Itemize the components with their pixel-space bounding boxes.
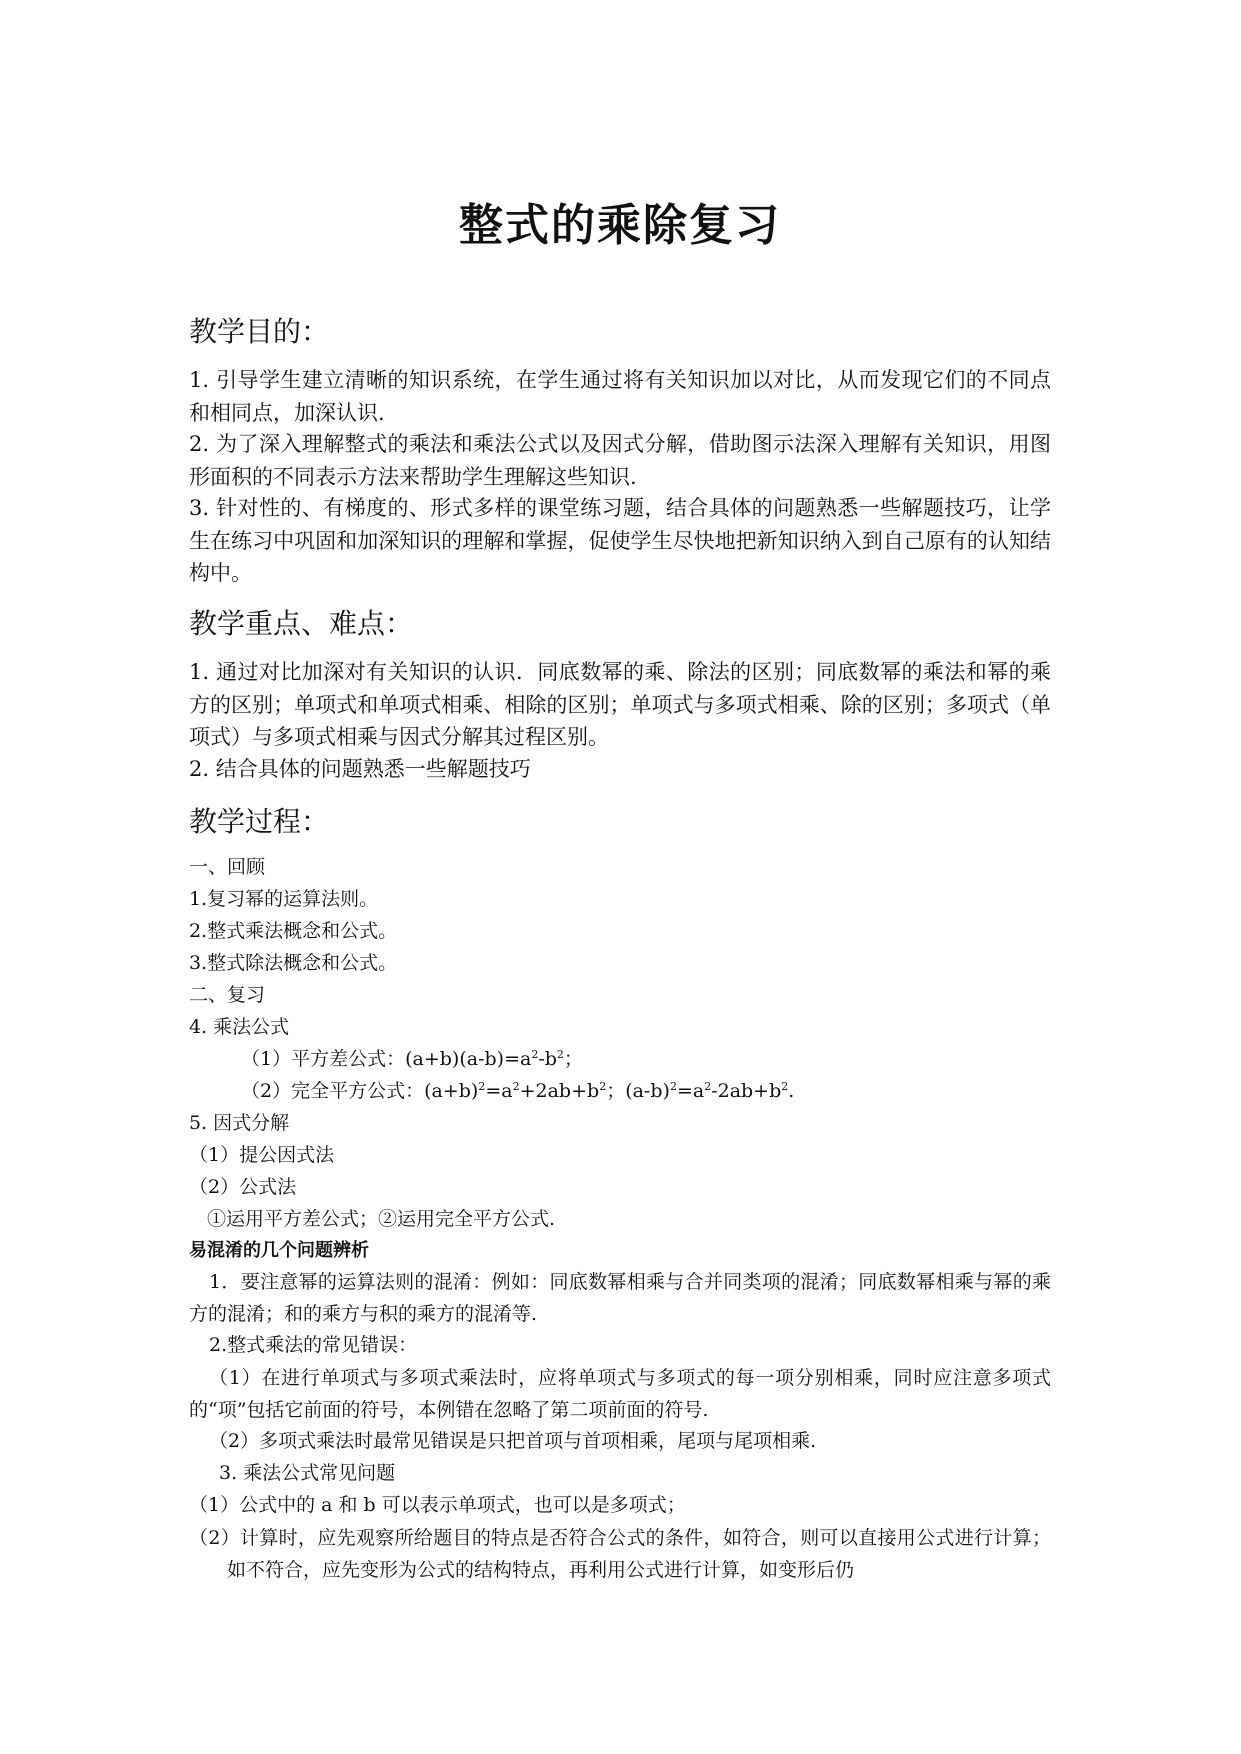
process-line-2: 2.整式乘法概念和公式。 (189, 920, 398, 942)
formula1-label: （1）平方差公式： (241, 1048, 406, 1070)
objective-item-2: 2. 为了深入理解整式的乘法和乘法公式以及因式分解，借助图示法深入理解有关知识，用图形面积的不同表示方法来帮助学生理解这些知识. (189, 432, 1051, 489)
formula1-exp-2: 2 (556, 1048, 564, 1061)
formula-difference-of-squares (241, 1044, 583, 1074)
confusion-paragraph-6: （1）公式中的 a 和 b 可以表示单项式，也可以是多项式； (189, 1494, 686, 1516)
formula2-part-a: (a+b) (424, 1080, 479, 1102)
objective-item-3: 3. 针对性的、有梯度的、形式多样的课堂练习题，结合具体的问题熟悉一些解题技巧，让学生在练习中巩固和加深知识的理解和掌握，促使学生尽快地把新知识纳入到自己原有的认知结构中。 (189, 496, 1051, 585)
formula2-part-b: =a (485, 1080, 513, 1102)
formula2-part-d: ；(a-b) (606, 1080, 670, 1102)
confusion-paragraph-3: （1）在进行单项式与多项式乘法时，应将单项式与多项式的每一项分别相乘，同时应注意多项式的“项”包括它前面的符号，本例错在忽略了第二项前面的符号. (189, 1367, 1051, 1421)
confusion-paragraph-2: 2.整式乘法的常见错误： (209, 1334, 418, 1356)
factor-method-2: （2）公式法 (189, 1176, 297, 1198)
key-point-item-1: 1. 通过对比加深对有关知识的认识．同底数幂的乘、除法的区别；同底数幂的乘法和幂的乘方的区别；单项式和单项式相乘、相除的区别；单项式与多项式相乘、除的区别；多项式（单项式）与多项式相乘与因式分解其过程区别。 (189, 660, 1051, 749)
key-points-heading: 教学重点、难点： (189, 607, 414, 640)
formula2-part-g: . (788, 1080, 795, 1102)
confusion-paragraph-4: （2）多项式乘法时最常见错误是只把首项与首项相乘，尾项与尾项相乘. (209, 1430, 817, 1452)
formula2-part-e: =a (676, 1080, 705, 1102)
confusion-paragraph-7: （2）计算时，应先观察所给题目的特点是否符合公式的条件，如符合，则可以直接用公式进行计算；如不符合，应先变形为公式的结构特点，再利用公式进行计算，如变形后仍 (189, 1527, 1051, 1581)
process-line-1: 1.复习幂的运算法则。 (189, 888, 379, 910)
process-line-review-2: 二、复习 (189, 984, 266, 1006)
confusion-heading: 易混淆的几个问题辨析 (189, 1240, 369, 1261)
factor-method-2-detail: ①运用平方差公式；②运用完全平方公式. (207, 1208, 556, 1230)
formula1-end: ； (563, 1048, 583, 1070)
process-heading: 教学过程： (189, 805, 330, 838)
process-line-review: 一、回顾 (189, 856, 266, 878)
formula1-mid: -b (538, 1048, 557, 1070)
formula2-exp-3: 2 (599, 1080, 607, 1093)
formula2-part-c: +2ab+b (519, 1080, 600, 1102)
formula2-exp-5: 2 (704, 1080, 712, 1093)
formula1-exp-1: 2 (531, 1048, 539, 1061)
process-line-5: 5. 因式分解 (189, 1112, 290, 1134)
formula2-exp-6: 2 (781, 1080, 789, 1093)
formula-perfect-square (241, 1076, 794, 1106)
formula2-part-f: -2ab+b (711, 1080, 782, 1102)
factor-method-1: （1）提公因式法 (189, 1144, 335, 1166)
formula2-label: （2）完全平方公式： (241, 1080, 425, 1102)
process-line-3: 3.整式除法概念和公式。 (189, 952, 398, 974)
process-line-4: 4. 乘法公式 (189, 1016, 290, 1038)
objective-item-1: 1. 引导学生建立清晰的知识系统，在学生通过将有关知识加以对比，从而发现它们的不同点和相同点，加深认识. (189, 368, 1051, 425)
formula1-lhs: (a+b)(a-b)=a (405, 1048, 532, 1070)
confusion-paragraph-5: 3. 乘法公式常见问题 (219, 1462, 396, 1484)
formula2-exp-4: 2 (669, 1080, 677, 1093)
confusion-paragraph-1: 1．要注意幂的运算法则的混淆：例如：同底数幂相乘与合并同类项的混淆；同底数幂相乘与幂的乘方的混淆；和的乘方与积的乘方的混淆等. (189, 1271, 1051, 1325)
objectives-heading: 教学目的： (189, 315, 330, 348)
formula2-exp-2: 2 (512, 1080, 520, 1093)
page-title: 整式的乘除复习 (459, 200, 781, 251)
key-point-item-2: 2. 结合具体的问题熟悉一些解题技巧 (189, 757, 531, 781)
formula2-exp-1: 2 (478, 1080, 486, 1093)
